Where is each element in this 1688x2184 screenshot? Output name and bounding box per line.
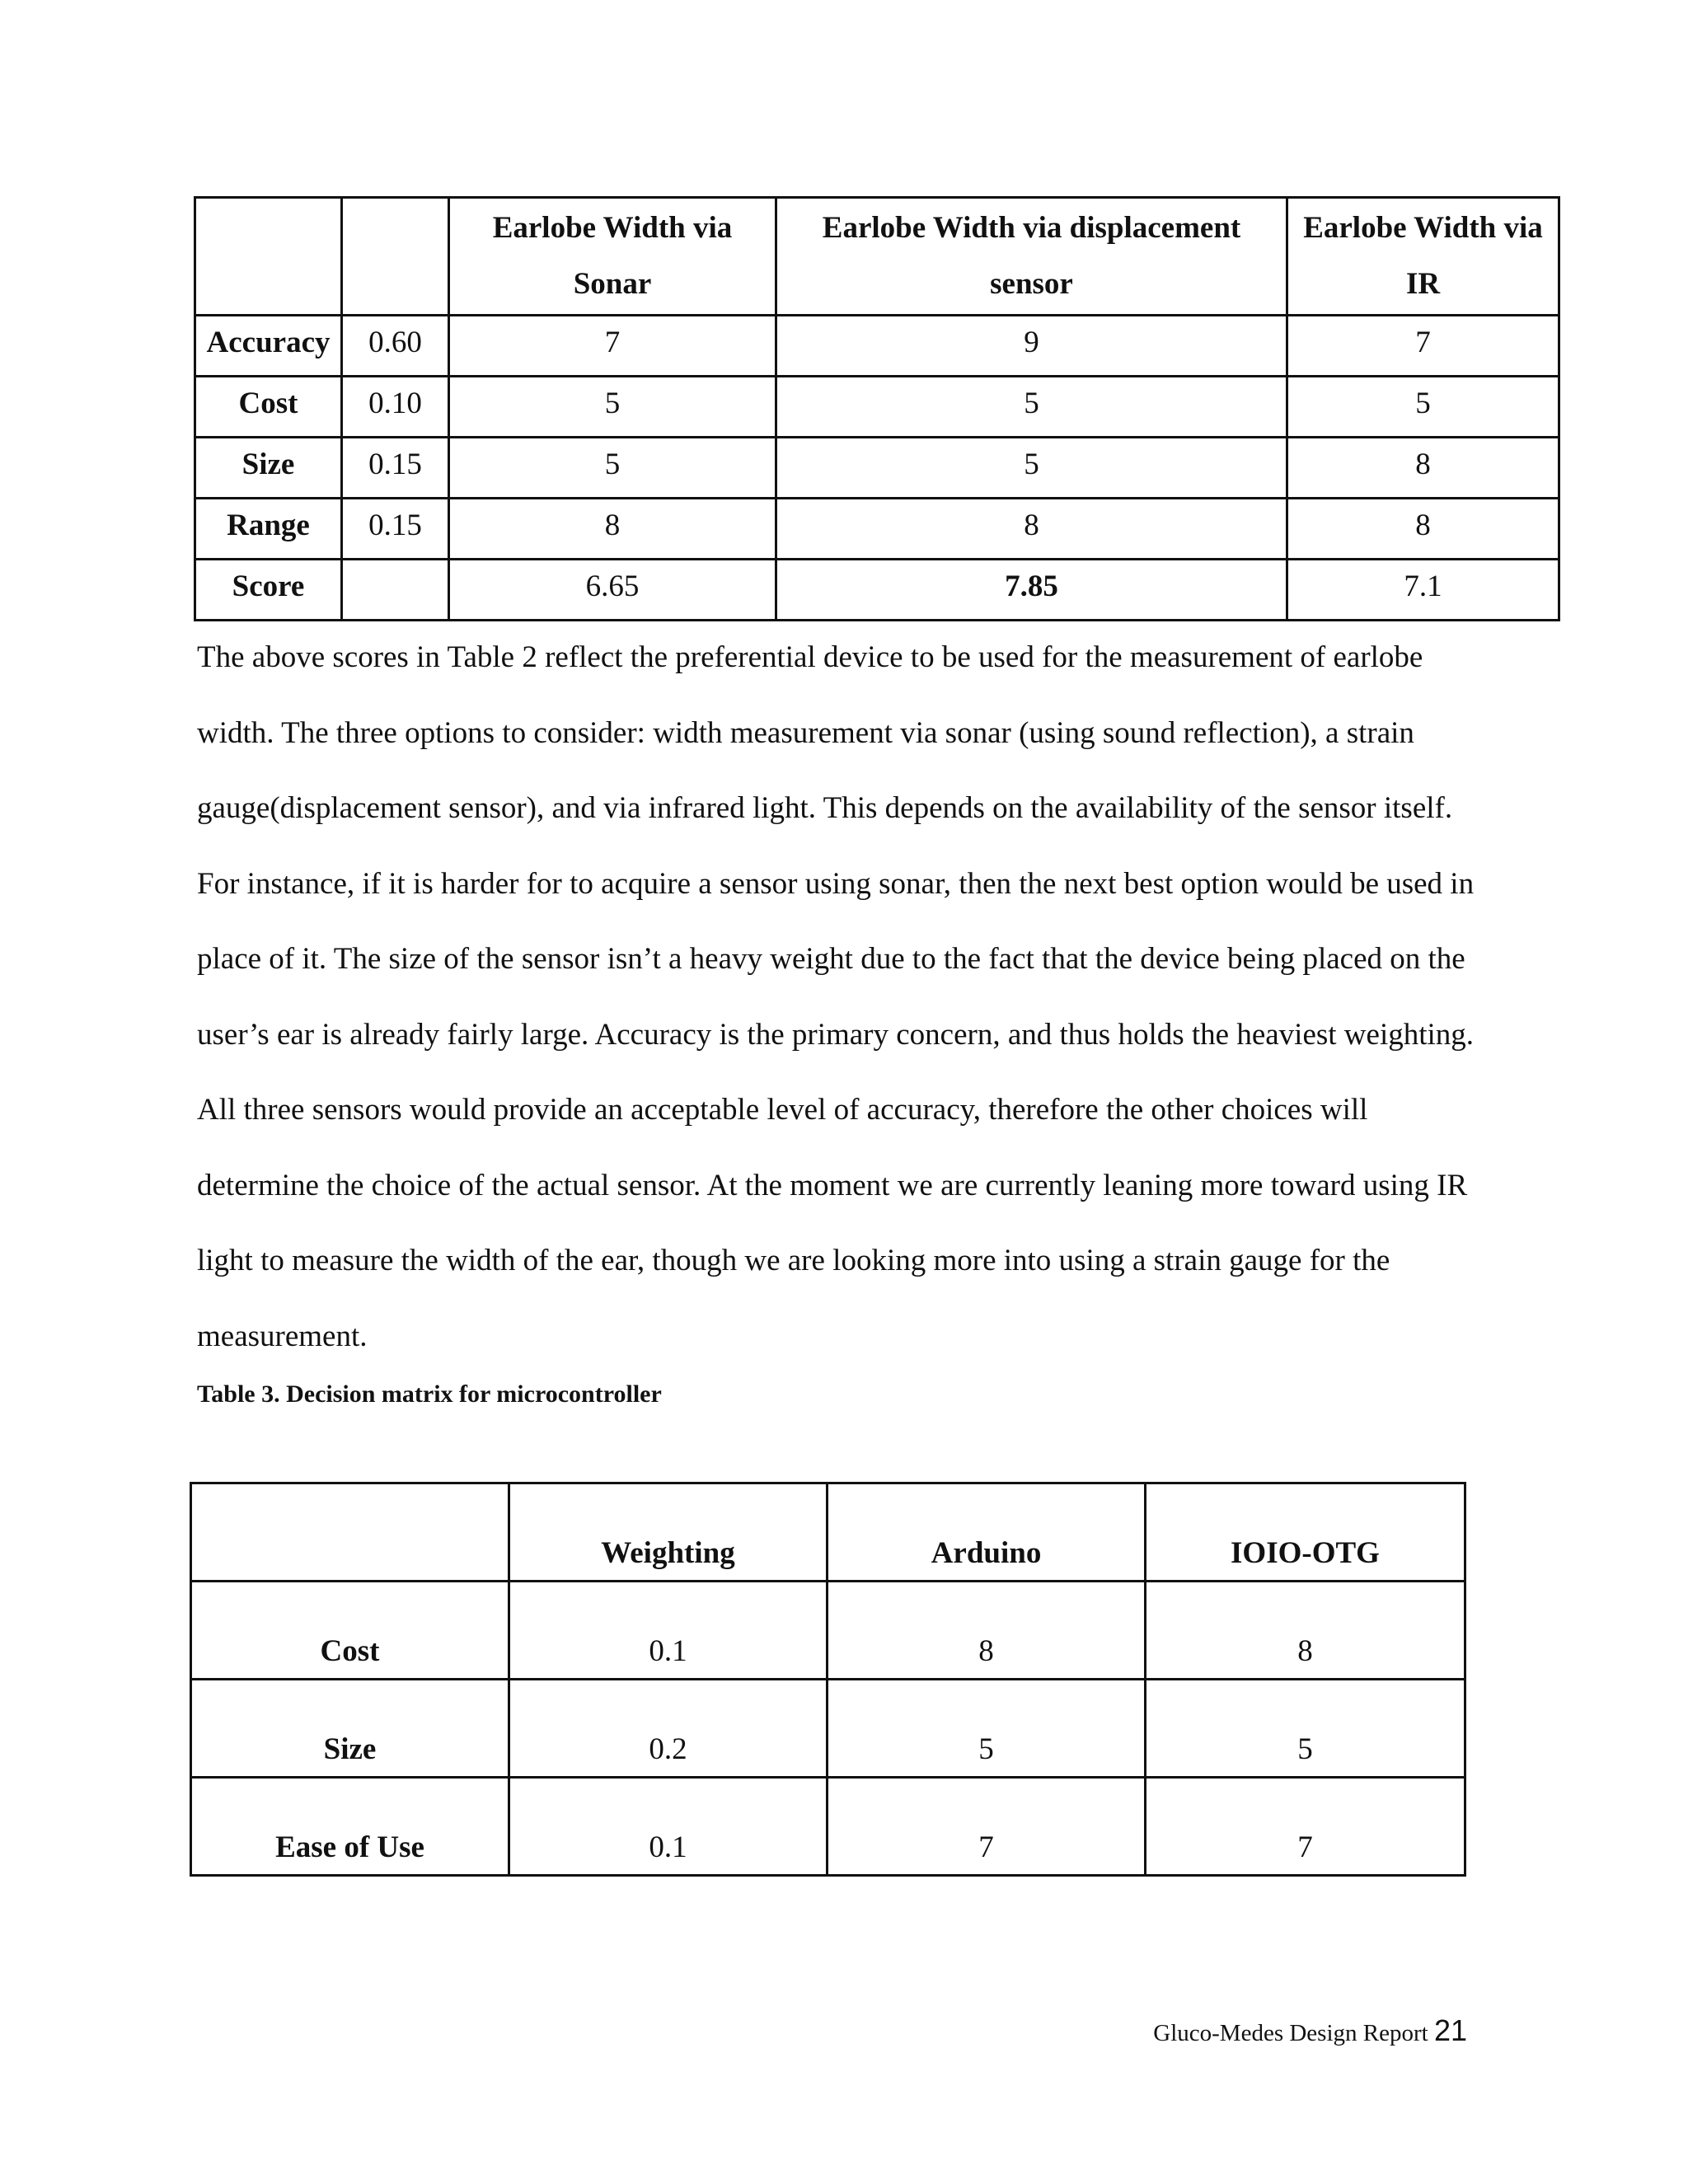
row-label: Cost: [195, 377, 342, 438]
header-cell-empty: [191, 1483, 509, 1582]
header-cell-empty-2: [342, 198, 449, 316]
displacement-cell: 9: [776, 316, 1287, 377]
page-number: 21: [1433, 2013, 1467, 2047]
row-label: Cost: [191, 1582, 509, 1680]
header-arduino: Arduino: [828, 1483, 1146, 1582]
weighting-cell: 0.1: [509, 1582, 828, 1680]
weight-cell: 0.10: [342, 377, 449, 438]
sonar-cell: 5: [449, 377, 776, 438]
arduino-cell: 7: [828, 1778, 1146, 1876]
row-label: Score: [195, 560, 342, 621]
ioio-cell: 5: [1146, 1680, 1465, 1778]
displacement-cell: 5: [776, 438, 1287, 499]
displacement-cell: 5: [776, 377, 1287, 438]
header-weighting: Weighting: [509, 1483, 828, 1582]
row-label: Size: [191, 1680, 509, 1778]
table-header-row: [195, 198, 1559, 316]
table-row: [191, 1582, 1465, 1680]
table-row: [191, 1778, 1465, 1876]
displacement-cell: 8: [776, 499, 1287, 560]
footer-title: Gluco-Medes Design Report: [1153, 2020, 1428, 2046]
weight-cell: 0.60: [342, 316, 449, 377]
row-label: Range: [195, 499, 342, 560]
sonar-cell: 5: [449, 438, 776, 499]
row-label: Ease of Use: [191, 1778, 509, 1876]
arduino-cell: 8: [828, 1582, 1146, 1680]
ir-cell: 5: [1287, 377, 1559, 438]
table-header-row: [191, 1483, 1465, 1582]
weighting-cell: 0.1: [509, 1778, 828, 1876]
decision-matrix-earlobe-width: [194, 196, 1560, 621]
ir-cell: 8: [1287, 499, 1559, 560]
row-label: Accuracy: [195, 316, 342, 377]
row-label: Size: [195, 438, 342, 499]
ir-cell: 7.1: [1287, 560, 1559, 621]
header-cell-empty-1: [195, 198, 342, 316]
sonar-cell: 8: [449, 499, 776, 560]
page-footer: [1146, 2013, 1467, 2048]
table-row: [195, 316, 1559, 377]
ir-cell: 8: [1287, 438, 1559, 499]
displacement-cell-best-score: 7.85: [776, 560, 1287, 621]
table-row: [195, 377, 1559, 438]
weighting-cell: 0.2: [509, 1680, 828, 1778]
table-caption: Table 3. Decision matrix for microcontroller: [197, 1380, 662, 1408]
table-row: [191, 1680, 1465, 1778]
arduino-cell: 5: [828, 1680, 1146, 1778]
body-paragraph: The above scores in Table 2 reflect the preferential device to be used for the measurement of earlobe width. The three options to consider: width measurement via sonar (using sound reflection), a strain gauge(displacement sensor), and via infrared light. This depends on the availability of the sensor itself. For instance, if it is harder for to acquire a sensor using sonar, then the next best option would be used in place of it. The size of the sensor isn’t a heavy weight due to the fact that the device being placed on the user’s ear is already fairly large. Accuracy is the primary concern, and thus holds the heaviest weighting. All three sensors would provide an acceptable level of accuracy, therefore the other choices will determine the choice of the actual sensor. At the moment we are currently leaning more toward using IR light to measure the width of the ear, though we are looking more into using a strain gauge for the measurement.: [197, 640, 1475, 1353]
header-sonar: Earlobe Width via Sonar: [449, 198, 776, 316]
weight-cell: 0.15: [342, 438, 449, 499]
header-displacement: Earlobe Width via displacement sensor: [776, 198, 1287, 316]
decision-matrix-microcontroller: [190, 1482, 1466, 1877]
weight-cell: 0.15: [342, 499, 449, 560]
table-row: [195, 499, 1559, 560]
header-ir: Earlobe Width via IR: [1287, 198, 1559, 316]
weight-cell: [342, 560, 449, 621]
ioio-cell: 8: [1146, 1582, 1465, 1680]
header-ioio-otg: IOIO-OTG: [1146, 1483, 1465, 1582]
sonar-cell: 6.65: [449, 560, 776, 621]
table-row-score: [195, 560, 1559, 621]
sonar-cell: 7: [449, 316, 776, 377]
ioio-cell: 7: [1146, 1778, 1465, 1876]
ir-cell: 7: [1287, 316, 1559, 377]
table-row: [195, 438, 1559, 499]
